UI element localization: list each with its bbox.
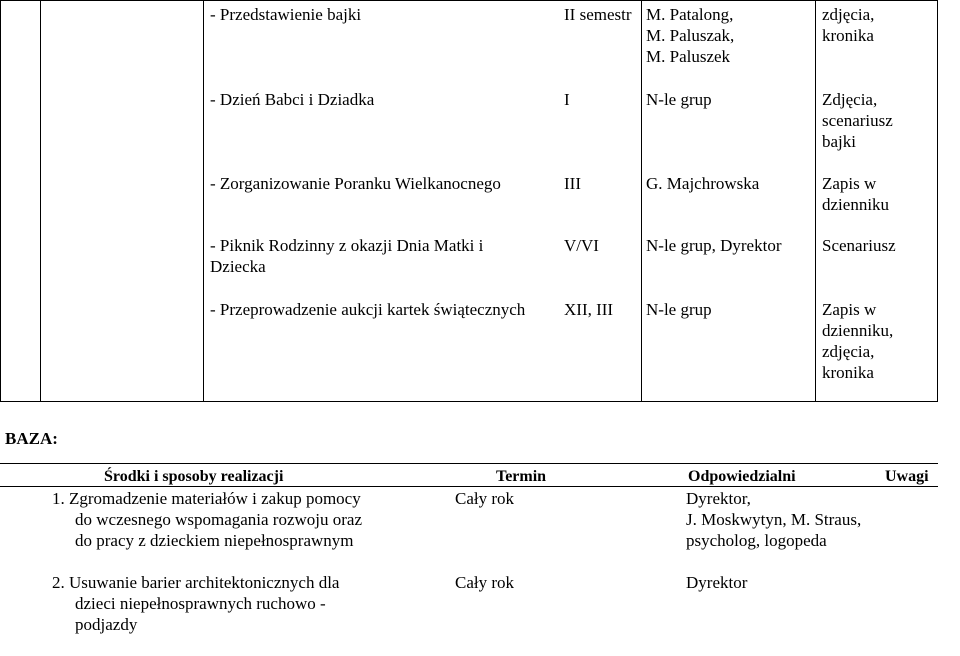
baza-row-2-means <box>52 572 339 635</box>
upper-row-2-activity: - Dzień Babci i Dziadka <box>210 90 375 109</box>
upper-table-col-border-6 <box>937 0 938 402</box>
baza-row-2-term: Cały rok <box>455 573 515 592</box>
responsible-line: G. Majchrowska <box>646 174 760 193</box>
upper-table-col-border-3 <box>203 0 204 402</box>
upper-row-2-term: I <box>564 90 570 109</box>
baza-header-responsible: Odpowiedzialni <box>688 468 796 485</box>
upper-row-3-term: III <box>564 174 581 193</box>
responsible-line: Dyrektor <box>686 573 748 592</box>
responsible-line: J. Moskwytyn, M. Straus, <box>686 510 862 529</box>
upper-table-col-border-1 <box>0 0 1 402</box>
notes-line: Zapis w <box>822 174 877 193</box>
upper-table-col-border-5 <box>815 0 816 402</box>
means-line: 1. Zgromadzenie materiałów i zakup pomocy <box>52 489 361 508</box>
upper-row-1-notes <box>822 4 874 46</box>
means-line: podjazdy <box>75 615 138 634</box>
upper-row-1-responsible <box>646 4 734 67</box>
upper-row-4-notes <box>822 235 896 256</box>
upper-table-col-border-2 <box>40 0 41 402</box>
notes-line: Zdjęcia, <box>822 90 878 109</box>
notes-line: kronika <box>822 26 874 45</box>
activity-line: Dziecka <box>210 257 266 276</box>
baza-table-top-border <box>0 463 938 464</box>
baza-row-1-term: Cały rok <box>455 489 515 508</box>
responsible-line: M. Paluszak, <box>646 26 735 45</box>
notes-line: kronika <box>822 363 874 382</box>
upper-row-2-responsible <box>646 89 712 110</box>
upper-table-top-border <box>0 0 938 1</box>
notes-line: zdjęcia, <box>822 342 875 361</box>
means-line: do pracy z dzieckiem niepełnosprawnym <box>75 531 354 550</box>
responsible-line: Dyrektor, <box>686 489 751 508</box>
notes-line: zdjęcia, <box>822 5 875 24</box>
upper-row-1-term: II semestr <box>564 5 632 24</box>
baza-row-1-responsible <box>686 488 861 551</box>
upper-row-3-responsible <box>646 173 759 194</box>
upper-row-1-activity: - Przedstawienie bajki <box>210 5 362 24</box>
responsible-line: M. Paluszek <box>646 47 731 66</box>
upper-row-4-responsible <box>646 235 782 256</box>
means-line: 2. Usuwanie barier architektonicznych dla <box>52 573 340 592</box>
upper-row-3-activity: - Zorganizowanie Poranku Wielkanocnego <box>210 174 501 193</box>
means-line: do wczesnego wspomagania rozwoju oraz <box>75 510 363 529</box>
upper-table-bottom-border <box>0 401 938 402</box>
notes-line: Scenariusz <box>822 236 896 255</box>
baza-row-2-responsible <box>686 572 747 593</box>
notes-line: scenariusz <box>822 111 893 130</box>
notes-line: dzienniku, <box>822 321 894 340</box>
activity-line: - Piknik Rodzinny z okazji Dnia Matki i <box>210 236 484 255</box>
notes-line: Zapis w <box>822 300 877 319</box>
upper-row-5-term: XII, III <box>564 300 614 319</box>
upper-row-4-term: V/VI <box>564 236 599 255</box>
means-line: dzieci niepełnosprawnych ruchowo - <box>75 594 326 613</box>
responsible-line: M. Patalong, <box>646 5 734 24</box>
baza-header-means: Środki i sposoby realizacji <box>104 468 284 485</box>
upper-row-5-activity: - Przeprowadzenie aukcji kartek świątecznych <box>210 300 526 319</box>
baza-header-term: Termin <box>496 468 547 485</box>
responsible-line: N-le grup, Dyrektor <box>646 236 782 255</box>
upper-row-5-notes <box>822 299 893 383</box>
upper-row-2-notes <box>822 89 893 152</box>
upper-table-col-border-4 <box>641 0 642 402</box>
baza-header-notes: Uwagi <box>885 468 929 485</box>
notes-line: bajki <box>822 132 856 151</box>
responsible-line: N-le grup <box>646 90 712 109</box>
responsible-line: psycholog, logopeda <box>686 531 827 550</box>
upper-row-4-activity <box>210 235 483 277</box>
notes-line: dzienniku <box>822 195 890 214</box>
baza-row-1-means <box>52 488 362 551</box>
upper-row-3-notes <box>822 173 889 215</box>
upper-row-5-responsible <box>646 299 712 320</box>
baza-heading: BAZA: <box>5 429 58 448</box>
responsible-line: N-le grup <box>646 300 712 319</box>
